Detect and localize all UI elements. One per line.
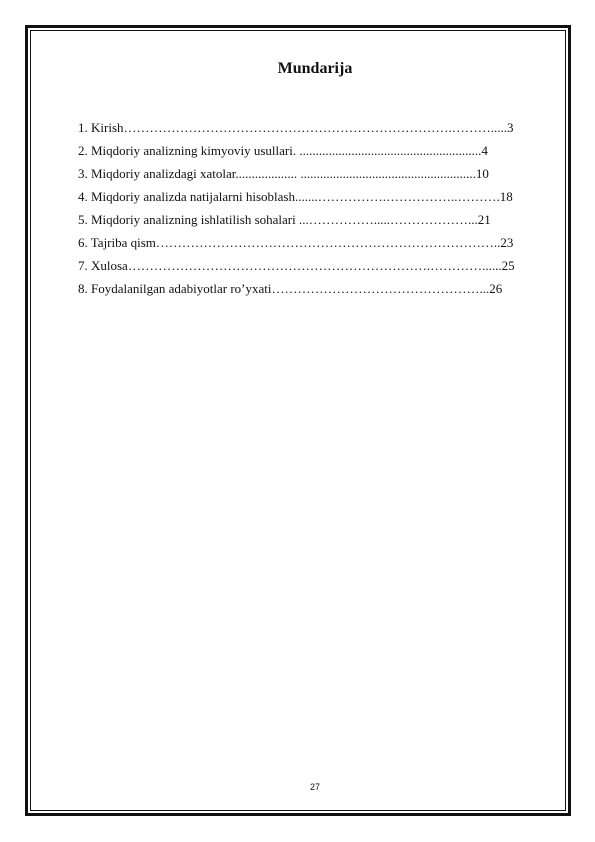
toc-entry-4: 4. Miqdoriy analizda natijalarni hisoblash.......…………….……………..……….18 (78, 189, 513, 204)
toc-entry-3: 3. Miqdoriy analizdagi xatolar................... ......................................................10 (78, 166, 489, 181)
toc-entry-7: 7. Xulosa…………………………………………………………….…………......25 (78, 258, 515, 273)
toc-entry-6: 6. Tajriba qism……………………………………………………………………..23 (78, 235, 514, 250)
table-of-contents (78, 118, 528, 302)
toc-entry-5: 5. Miqdoriy analizning ishlatilish sohalari ...…………….....………………...21 (78, 212, 491, 227)
toc-entry-2: 2. Miqdoriy analizning kimyoviy usullari. ........................................................4 (78, 143, 488, 158)
toc-entry-8: 8. Foydalanilgan adabiyotlar ro’yxati…………………………………………...26 (78, 281, 503, 296)
page-number: 27 (309, 782, 320, 792)
toc-entry-1: 1. Kirish………………………………………………………………….……….....3 (78, 120, 514, 135)
page-title: Mundarija (277, 60, 353, 77)
